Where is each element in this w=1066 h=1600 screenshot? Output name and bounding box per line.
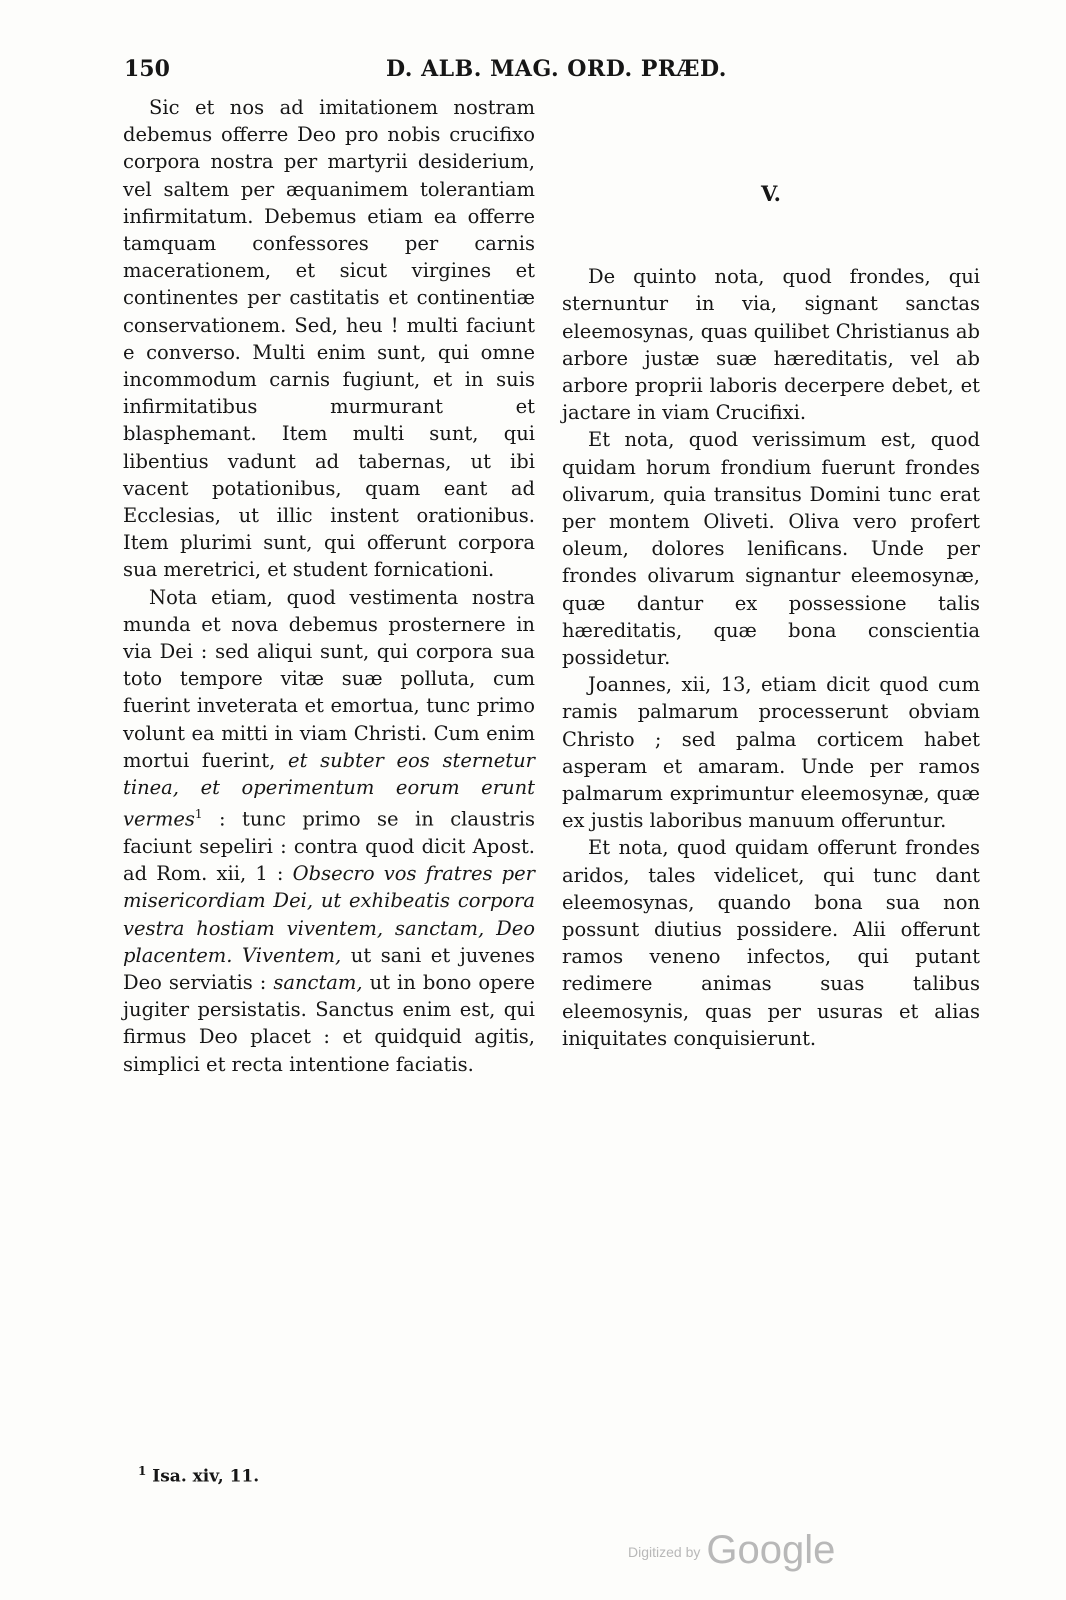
running-title: D. ALB. MAG. ORD. PRÆD. <box>386 56 727 82</box>
page-number: 150 <box>124 56 170 82</box>
left-paragraph-2 <box>123 584 535 1078</box>
watermark-caption: Digitized by <box>628 1544 701 1560</box>
right-paragraph-2: Et nota, quod verissimum est, quod quidam horum frondium fuerunt frondes olivarum, quia transitus Domini tunc erat per montem Oliveti. Oliva vero profert oleum, dolores lenificans. Unde per frondes olivarum signantur eleemosynæ, quæ dantur ex possessione talis hæreditatis, quæ bona conscientia possidetur. <box>562 428 980 670</box>
footnote-text: Isa. xiv, 11. <box>152 1466 260 1487</box>
left-column <box>123 94 535 1078</box>
scripture-quote-romans: Obsecro vos fratres per misericordiam Dei, ut exhibeatis corpora vestra hostiam viventem, sanctam, Deo placentem. Viventem, <box>123 862 535 967</box>
footnote-mark: 1 <box>138 1464 147 1478</box>
footnote-reference: 1 <box>194 807 203 822</box>
left-paragraph-1: Sic et nos ad imitationem nostram debemus offerre Deo pro nobis crucifixo corpora nostra per martyrii desiderium, vel saltem per æquanimem tolerantiam infirmitatum. Debemus etiam ea offerre tamquam confessores per carnis macerationem, et sicut virgines et continentes per castitatis et continentiæ conservationem. Sed, heu ! multi faciunt e converso. Multi enim sunt, qui omne incommodum carnis fugiunt, et in suis infirmitatibus murmurant et blasphemant. Item multi sunt, qui libentius vadunt ad tabernas, ut ibi vacent potationibus, quam eant ad Ecclesias, ut illic instent orationibus. Item plurimi sunt, qui offerunt corpora sua meretrici, et student fornicationi. <box>123 96 535 582</box>
left-paragraph-2-text-a: Nota etiam, quod vestimenta nostra munda et nova debemus prosternere in via Dei : sed aliqui sunt, qui corpora sua toto tempore vitæ suæ polluta, cum fuerint inveterata et emortua, tunc primo volunt ea mitti in viam Christi. Cum enim mortui fuerint, <box>123 585 535 772</box>
right-paragraph-4: Et nota, quod quidam offerunt frondes aridos, tales videlicet, qui tunc dant eleemosynas, quando bona sua non possunt diutius possidere. Alii offerunt ramos veneno infectos, qui putant redimere animas suas talibus eleemosynis, quas per usuras et alias iniquitates conquisierunt. <box>562 836 980 1050</box>
section-heading: V. <box>761 181 781 206</box>
digitized-watermark <box>628 1528 835 1573</box>
footnote <box>138 1464 259 1487</box>
left-paragraph-2-text-c: ut sani et juvenes Deo serviatis : <box>123 943 536 994</box>
quote-sanctam: sanctam, <box>273 971 363 994</box>
running-head <box>124 56 727 86</box>
scripture-quote-isaiah: et subter eos sternetur tinea, et operimentum eorum erunt vermes <box>123 748 536 831</box>
right-paragraph-1: De quinto nota, quod frondes, qui sternuntur in via, signant sanctas eleemosynas, quas quilibet Christianus ab arbore justæ suæ hæreditatis, vel ab arbore proprii laboris decerpere debet, et jactare in viam Crucifixi. <box>562 265 980 425</box>
right-paragraph-3: Joannes, xii, 13, etiam dicit quod cum ramis palmarum processerunt obviam Christo ; sed palma corticem habet asperam et amaram. Unde per ramos palmarum exprimuntur eleemosynæ, quæ ex justis laboribus manuum offeruntur. <box>562 673 980 833</box>
google-logo: Google <box>706 1528 836 1572</box>
left-paragraph-2-text-b: : tunc primo se in claustris faciunt sepeliri : contra quod dicit Apost. ad Rom. xii, 1 : <box>123 807 535 886</box>
right-column <box>562 180 980 1052</box>
left-paragraph-2-text-d: ut in bono opere jugiter persistatis. Sanctus enim est, qui firmus Deo placet : et quidquid agitis, simplici et recta intentione faciatis. <box>123 971 536 1076</box>
